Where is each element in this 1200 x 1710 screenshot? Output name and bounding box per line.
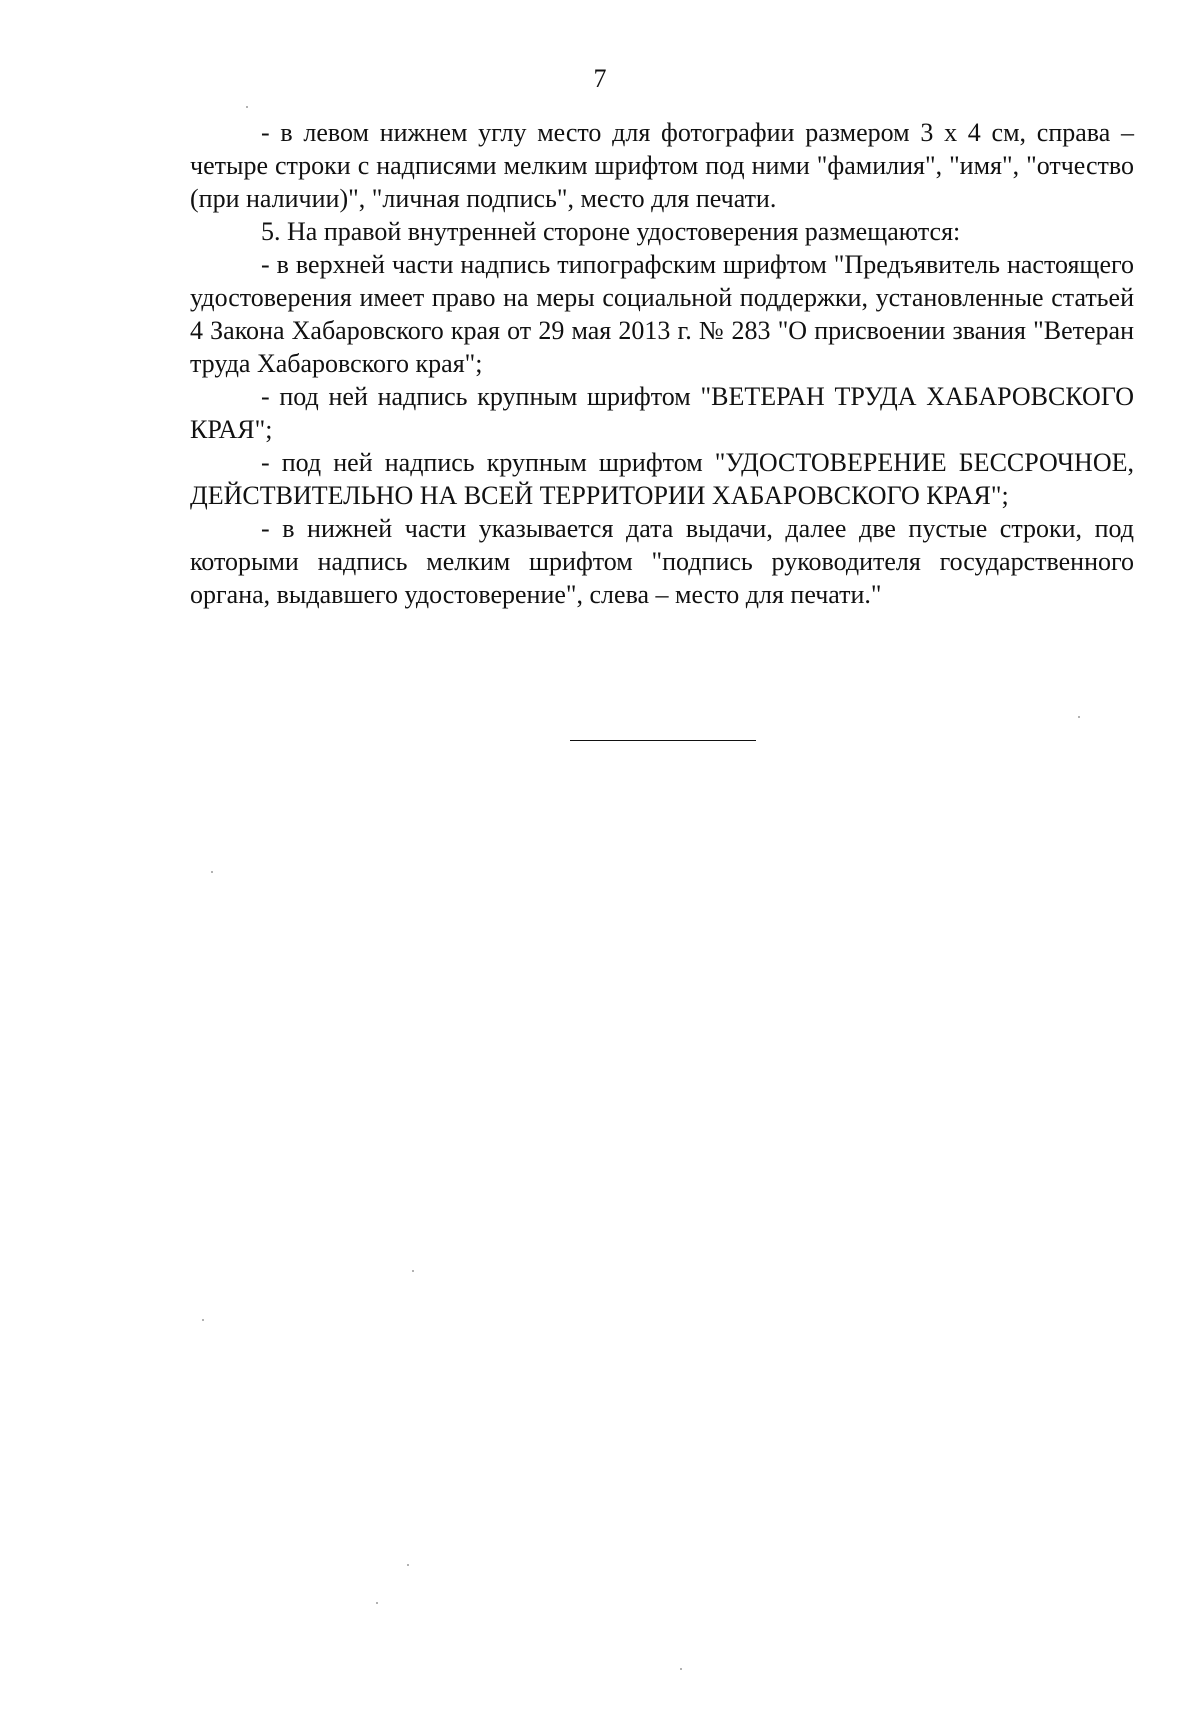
scan-speck — [246, 106, 248, 108]
scan-speck — [412, 1270, 414, 1272]
scan-speck — [1078, 716, 1080, 718]
scan-speck — [211, 871, 213, 873]
end-separator-line — [570, 740, 756, 741]
scan-speck — [407, 1564, 409, 1566]
paragraph-validity-inscription: - под ней надпись крупным шрифтом "УДОСТОВЕРЕНИЕ БЕССРОЧНОЕ, ДЕЙСТВИТЕЛЬНО НА ВСЕЙ ТЕРРИТОРИИ ХАБАРОВСКОГО КРАЯ"; — [190, 448, 1134, 510]
scan-speck — [680, 1668, 682, 1670]
scan-speck — [202, 1319, 204, 1321]
paragraph-veteran-inscription: - под ней надпись крупным шрифтом "ВЕТЕРАН ТРУДА ХАБАРОВСКОГО КРАЯ"; — [190, 382, 1134, 444]
paragraph-top-inscription: - в верхней части надпись типографским шрифтом "Предъявитель настоящего удостоверения имеет право на меры социальной поддержки, установленные статьей 4 Закона Хабаровского края от 29 мая 2013 г. № 283 "О присвоении звания "Ветеран труда Хабаровского края"; — [190, 250, 1134, 378]
paragraph-photo-placement: - в левом нижнем углу место для фотографии размером 3 х 4 см, справа – четыре строки с надписями мелким шрифтом под ними "фамилия", "имя", "отчество (при наличии)", "личная подпись", место для печати. — [190, 118, 1134, 213]
document-body — [190, 116, 1134, 611]
paragraph-item-5-heading: 5. На правой внутренней стороне удостоверения размещаются: — [261, 217, 961, 246]
scan-speck — [376, 1602, 378, 1604]
paragraph-bottom-section: - в нижней части указывается дата выдачи, далее две пустые строки, под которыми надпись мелким шрифтом "подпись руководителя государственного органа, выдавшего удостоверение", слева – место для печати." — [190, 514, 1134, 609]
page-number: 7 — [593, 64, 607, 93]
